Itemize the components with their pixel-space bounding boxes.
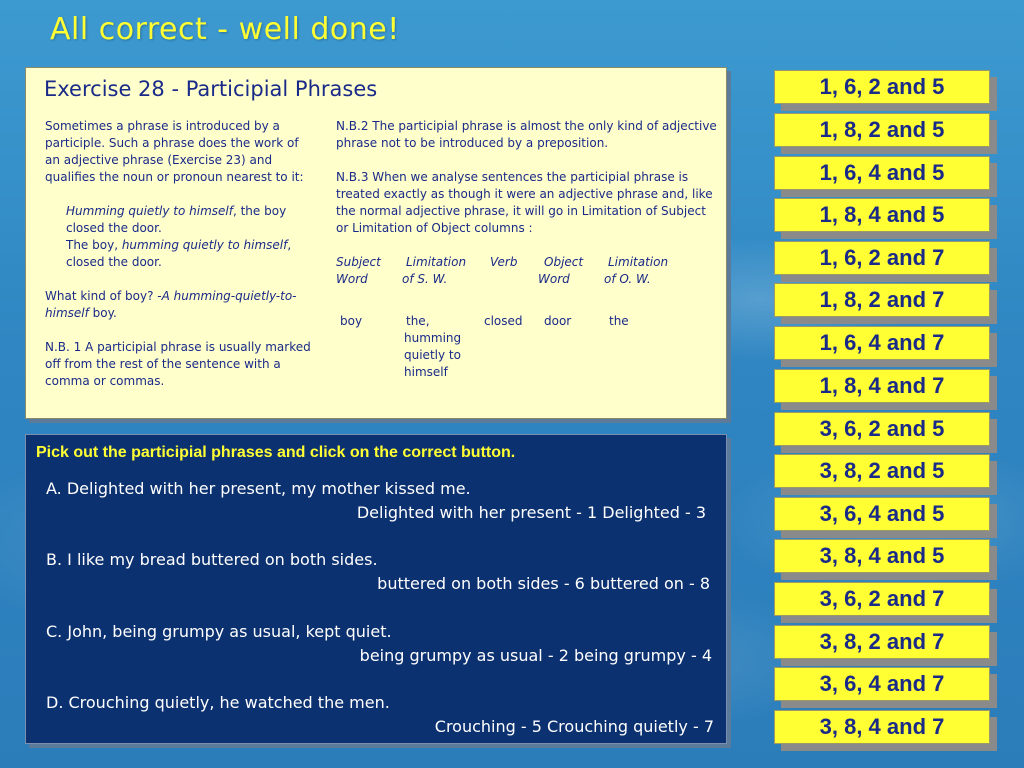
answer-button-15[interactable]: 3, 6, 4 and 7 [774, 667, 990, 701]
note-nb1: N.B. 1 A participial phrase is usually marked off from the rest of the sentence with a comma or commas. [45, 340, 311, 388]
question-example-start: What kind of boy? - [45, 289, 162, 303]
answer-button-4[interactable]: 1, 8, 4 and 5 [774, 198, 990, 232]
answer-button-8[interactable]: 1, 8, 4 and 7 [774, 369, 990, 403]
note-nb2: N.B.2 The participial phrase is almost the only kind of adjective phrase not to be introduced by a preposition. [336, 119, 717, 150]
table-cell-boy: boy [340, 314, 363, 328]
question-instruction: Pick out the participial phrases and click on the correct button. [36, 444, 516, 461]
answer-button-12[interactable]: 3, 8, 4 and 5 [774, 539, 990, 573]
table-cell-quietly: quietly to [404, 348, 461, 362]
exercise-info-panel [25, 67, 727, 419]
table-header-verb: Verb [490, 255, 518, 269]
question-example [45, 288, 315, 322]
answer-button-3[interactable]: 1, 6, 4 and 5 [774, 156, 990, 190]
answer-button-14[interactable]: 3, 8, 2 and 7 [774, 625, 990, 659]
example-sentence-1 [45, 203, 315, 237]
question-panel [25, 434, 727, 744]
example-1-phrase: Humming quietly to himself [66, 204, 233, 218]
page-title: All correct - well done! [50, 12, 400, 47]
table-cell-himself: himself [404, 365, 448, 379]
answer-button-10[interactable]: 3, 8, 2 and 5 [774, 454, 990, 488]
table-cell-closed: closed [484, 314, 523, 328]
table-header-limitation-2: Limitation [608, 255, 669, 269]
table-header-limitation-1: Limitation [406, 255, 467, 269]
exercise-heading: Exercise 28 - Participial Phrases [44, 77, 378, 101]
question-a-options: Delighted with her present - 1 Delighted - 3 [356, 503, 706, 522]
question-c-options: being grumpy as usual - 2 being grumpy - 4 [359, 646, 712, 665]
example-2-start: The boy, [66, 238, 122, 252]
question-b-options: buttered on both sides - 6 buttered on - 8 [377, 574, 710, 593]
intro-paragraph: Sometimes a phrase is introduced by a participle. Such a phrase does the work of an adjective phrase (Exercise 23) and qualifies the noun or pronoun nearest to it: [45, 119, 304, 184]
note-nb3: N.B.3 When we analyse sentences the participial phrase is treated exactly as though it were an adjective phrase and, like the normal adjective phrase, it will go in Limitation of Subject or Limitation of Object columns : [336, 170, 713, 235]
question-example-phrase: A humming-quietly-to-himself [45, 289, 297, 320]
question-a-sentence: A. Delighted with her present, my mother kissed me. [46, 479, 471, 498]
table-cell-the: the, [406, 314, 430, 328]
table-header-of-sw: of S. W. [402, 272, 448, 286]
example-2-end: , closed the door. [66, 238, 292, 269]
answer-button-1[interactable]: 1, 6, 2 and 5 [774, 70, 990, 104]
question-d-options: Crouching - 5 Crouching quietly - 7 [434, 717, 714, 736]
answer-button-5[interactable]: 1, 6, 2 and 7 [774, 241, 990, 275]
table-cell-door: door [544, 314, 572, 328]
table-header-of-ow: of O. W. [604, 272, 651, 286]
answer-button-9[interactable]: 3, 6, 2 and 5 [774, 412, 990, 446]
question-example-end: boy. [88, 306, 117, 320]
table-header-word-1: Word [336, 272, 368, 286]
example-2-phrase: humming quietly to himself [121, 238, 288, 252]
answer-button-6[interactable]: 1, 8, 2 and 7 [774, 283, 990, 317]
question-c-sentence: C. John, being grumpy as usual, kept quiet. [46, 622, 392, 641]
answer-button-2[interactable]: 1, 8, 2 and 5 [774, 113, 990, 147]
table-header-subject: Subject [336, 255, 381, 269]
table-cell-the-2: the [609, 314, 629, 328]
answer-button-13[interactable]: 3, 6, 2 and 7 [774, 582, 990, 616]
table-header-object: Object [544, 255, 584, 269]
question-b-sentence: B. I like my bread buttered on both sides. [46, 550, 378, 569]
question-d-sentence: D. Crouching quietly, he watched the men. [46, 693, 390, 712]
answer-button-11[interactable]: 3, 6, 4 and 5 [774, 497, 990, 531]
answer-button-16[interactable]: 3, 8, 4 and 7 [774, 710, 990, 744]
analysis-table-row [336, 313, 721, 393]
example-1-rest: , the boy closed the door. [66, 204, 287, 235]
table-header-word-2: Word [538, 272, 570, 286]
info-left-column [45, 118, 315, 390]
example-sentence-2 [45, 237, 315, 271]
answer-button-7[interactable]: 1, 6, 4 and 7 [774, 326, 990, 360]
table-cell-humming: humming [404, 331, 462, 345]
